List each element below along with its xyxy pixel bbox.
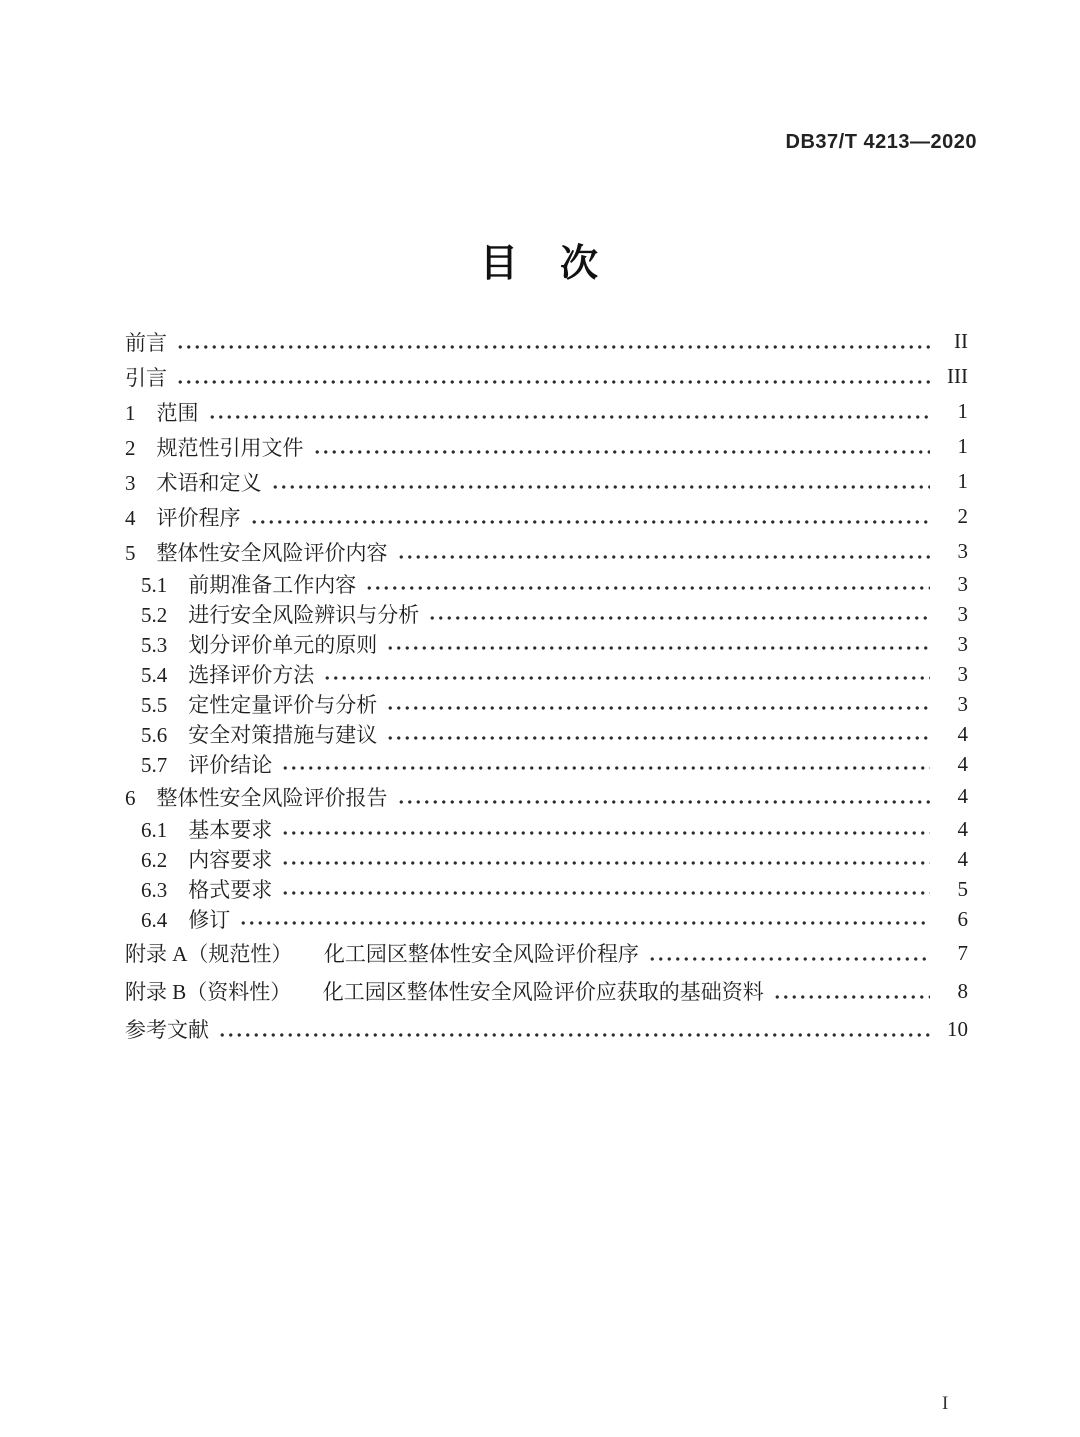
dot-leader [281, 814, 930, 844]
footer-page-number: I [942, 1393, 949, 1414]
toc-entry-label: 5.6 安全对策措施与建议 [141, 723, 378, 747]
toc-entry-page: 4 [957, 784, 968, 808]
toc-entry-label: 4 评价程序 [125, 505, 241, 530]
toc-entry-label: 2 规范性引用文件 [125, 435, 304, 460]
dot-leader [773, 972, 930, 1010]
toc-entry-section6 [125, 779, 968, 814]
toc-entry-label: 3 术语和定义 [125, 470, 262, 495]
toc-entry-label: 5.7 评价结论 [141, 753, 273, 777]
toc-entry-label: 5 整体性安全风险评价内容 [125, 540, 388, 565]
standard-code-header: DB37/T 4213—2020 [785, 131, 977, 153]
dot-leader [176, 359, 930, 394]
toc-entry-references [125, 1010, 968, 1048]
toc-entry-label: 6 整体性安全风险评价报告 [125, 785, 388, 810]
toc-entry-section5-4 [125, 659, 968, 689]
dot-leader [176, 324, 930, 359]
toc-entry-scope [125, 394, 968, 429]
toc-entry-label: 6.1 基本要求 [141, 818, 273, 842]
toc-entry-page: 2 [957, 504, 968, 528]
toc-entry-page: 3 [957, 539, 968, 563]
toc-entry-section5-2 [125, 599, 968, 629]
page-title: 目 次 [479, 243, 600, 285]
dot-leader [271, 464, 931, 499]
dot-leader [281, 874, 930, 904]
dot-leader [386, 689, 930, 719]
toc-entry-section5-5 [125, 689, 968, 719]
toc-entry-page: II [954, 329, 968, 353]
toc-entry-terms-definitions [125, 464, 968, 499]
dot-leader [281, 749, 930, 779]
toc-entry-label: 参考文献 [125, 1018, 209, 1042]
toc-entry-page: 3 [957, 691, 968, 716]
dot-leader [313, 429, 931, 464]
toc-entry-label: 前言 [125, 330, 167, 355]
dot-leader [397, 779, 931, 814]
dot-leader [208, 394, 931, 429]
toc-entry-page: III [947, 364, 968, 388]
dot-leader [648, 934, 930, 972]
dot-leader [218, 1010, 930, 1048]
toc-entry-label: 6.3 格式要求 [141, 878, 273, 902]
toc-entry-label: 5.3 划分评价单元的原则 [141, 633, 378, 657]
dot-leader [281, 844, 930, 874]
dot-leader [323, 659, 930, 689]
toc-entry-section5 [125, 534, 968, 569]
toc-entry-label: 附录 B（资料性） 化工园区整体性安全风险评价应获取的基础资料 [125, 980, 764, 1004]
toc-entry-page: 3 [957, 661, 968, 686]
toc-entry-page: 8 [957, 978, 968, 1003]
toc-entry-annex-b [125, 972, 968, 1010]
toc-entry-label: 5.2 进行安全风险辨识与分析 [141, 603, 420, 627]
toc-entry-annex-a [125, 934, 968, 972]
toc-entry-page: 4 [957, 751, 968, 776]
toc-entry-section6-2 [125, 844, 968, 874]
toc-entry-evaluation-procedure [125, 499, 968, 534]
toc-entry-label: 附录 A（规范性） 化工园区整体性安全风险评价程序 [125, 942, 639, 966]
toc-entry-label: 6.2 内容要求 [141, 848, 273, 872]
dot-leader [386, 719, 930, 749]
toc-entry-foreword [125, 324, 968, 359]
toc-entry-section5-7 [125, 749, 968, 779]
toc-entry-page: 6 [957, 906, 968, 931]
toc-entry-section6-3 [125, 874, 968, 904]
toc-entry-section6-1 [125, 814, 968, 844]
toc-entry-label: 5.5 定性定量评价与分析 [141, 693, 378, 717]
dot-leader [239, 904, 930, 934]
toc-entry-label: 6.4 修订 [141, 908, 231, 932]
toc-entry-label: 5.4 选择评价方法 [141, 663, 315, 687]
toc-entry-section5-6 [125, 719, 968, 749]
toc-entry-section6-4 [125, 904, 968, 934]
toc-entry-page: 1 [957, 469, 968, 493]
dot-leader [386, 629, 930, 659]
toc-entry-page: 1 [957, 434, 968, 458]
toc-entry-normative-references [125, 429, 968, 464]
toc-entry-page: 10 [947, 1016, 968, 1041]
toc-entry-page: 3 [957, 601, 968, 626]
toc-entry-page: 1 [957, 399, 968, 423]
toc-entry-page: 3 [957, 631, 968, 656]
table-of-contents [125, 324, 968, 1048]
toc-entry-section5-3 [125, 629, 968, 659]
toc-entry-introduction [125, 359, 968, 394]
dot-leader [365, 569, 930, 599]
dot-leader [250, 499, 931, 534]
toc-entry-page: 3 [957, 571, 968, 596]
toc-entry-page: 4 [957, 816, 968, 841]
toc-entry-page: 4 [957, 721, 968, 746]
dot-leader [397, 534, 931, 569]
toc-entry-label: 引言 [125, 365, 167, 390]
toc-entry-label: 1 范围 [125, 400, 199, 425]
toc-entry-page: 7 [957, 940, 968, 965]
toc-entry-section5-1 [125, 569, 968, 599]
dot-leader [428, 599, 930, 629]
toc-entry-page: 4 [957, 846, 968, 871]
toc-entry-label: 5.1 前期准备工作内容 [141, 573, 357, 597]
toc-entry-page: 5 [957, 876, 968, 901]
